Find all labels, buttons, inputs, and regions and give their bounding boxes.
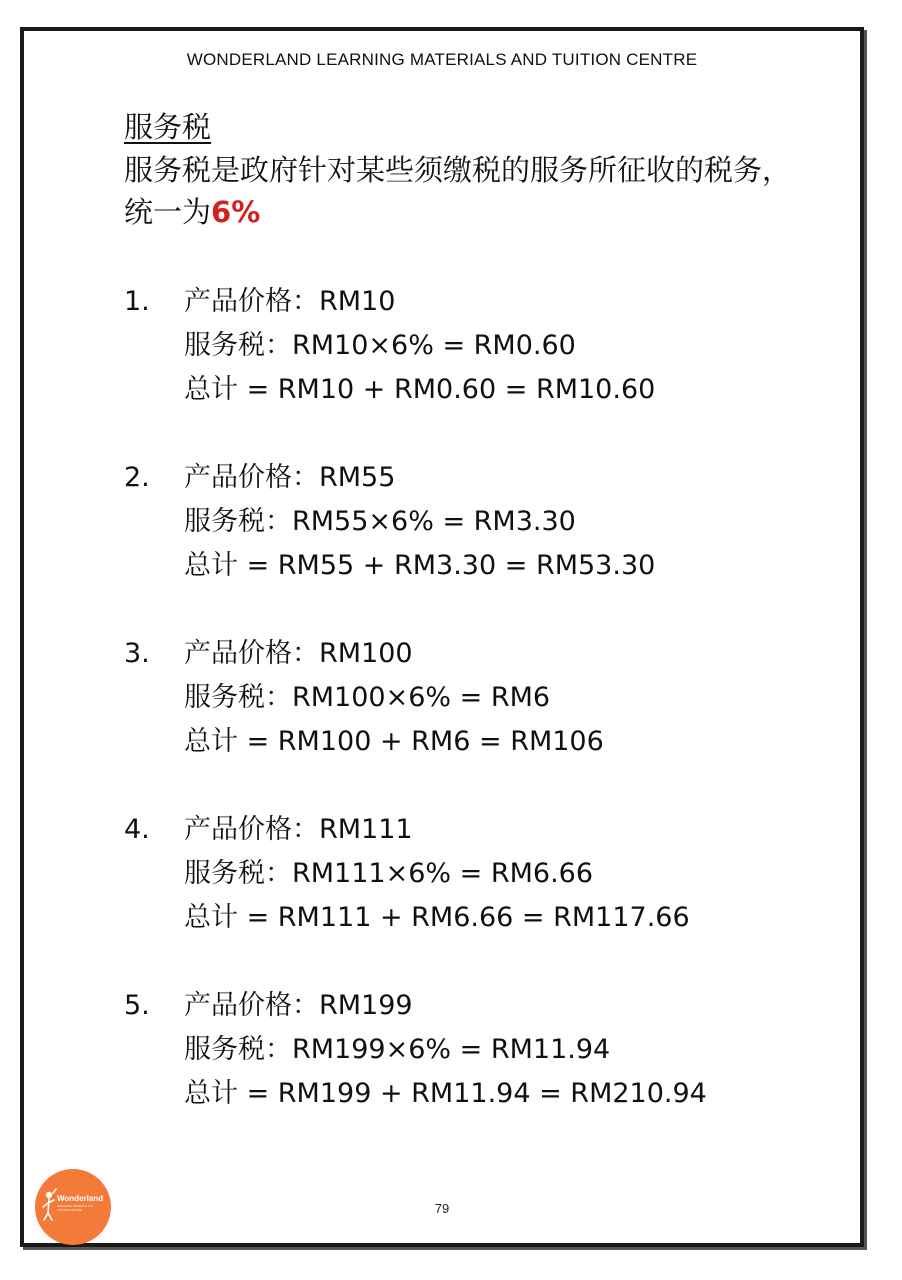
example-price: 产品价格：RM199 xyxy=(184,990,413,1021)
definition-text: 服务税是政府针对某些须缴税的服务所征收的税务，统一为 xyxy=(124,153,792,229)
section-intro xyxy=(124,107,804,233)
example-tax: 服务税：RM55×6% = RM3.30 xyxy=(184,506,576,537)
logo-name: Wonderland xyxy=(57,1194,104,1203)
example-total: 总计 = RM100 + RM6 = RM106 xyxy=(184,726,604,757)
example-tax: 服务税：RM10×6% = RM0.60 xyxy=(184,330,576,361)
example-price: 产品价格：RM100 xyxy=(184,638,413,669)
page-header: WONDERLAND LEARNING MATERIALS AND TUITION CENTRE xyxy=(186,50,698,69)
section-title: 服务税 xyxy=(124,110,212,144)
example-total: 总计 = RM10 + RM0.60 = RM10.60 xyxy=(184,374,656,405)
example-price: 产品价格：RM55 xyxy=(184,462,396,493)
example-number: 2. xyxy=(124,462,150,493)
example-total: 总计 = RM199 + RM11.94 = RM210.94 xyxy=(184,1078,707,1109)
example-tax: 服务税：RM199×6% = RM11.94 xyxy=(184,1034,611,1065)
page-number: 79 xyxy=(434,1201,450,1216)
example-total: 总计 = RM55 + RM3.30 = RM53.30 xyxy=(184,550,656,581)
example-total: 总计 = RM111 + RM6.66 = RM117.66 xyxy=(184,902,690,933)
example-tax: 服务税：RM111×6% = RM6.66 xyxy=(184,858,594,889)
tax-rate: 6% xyxy=(211,195,261,229)
example-price: 产品价格：RM10 xyxy=(184,286,396,317)
example-number: 5. xyxy=(124,990,150,1021)
example-number: 1. xyxy=(124,286,150,317)
example-tax: 服务税：RM100×6% = RM6 xyxy=(184,682,551,713)
example-number: 3. xyxy=(124,638,150,669)
section-definition xyxy=(124,149,804,233)
document-page xyxy=(20,27,864,1247)
logo-subtitle: LEARNING MATERIALS & TUITION CENTRE xyxy=(57,1204,93,1212)
example-number: 4. xyxy=(124,814,150,845)
example-price: 产品价格：RM111 xyxy=(184,814,413,845)
